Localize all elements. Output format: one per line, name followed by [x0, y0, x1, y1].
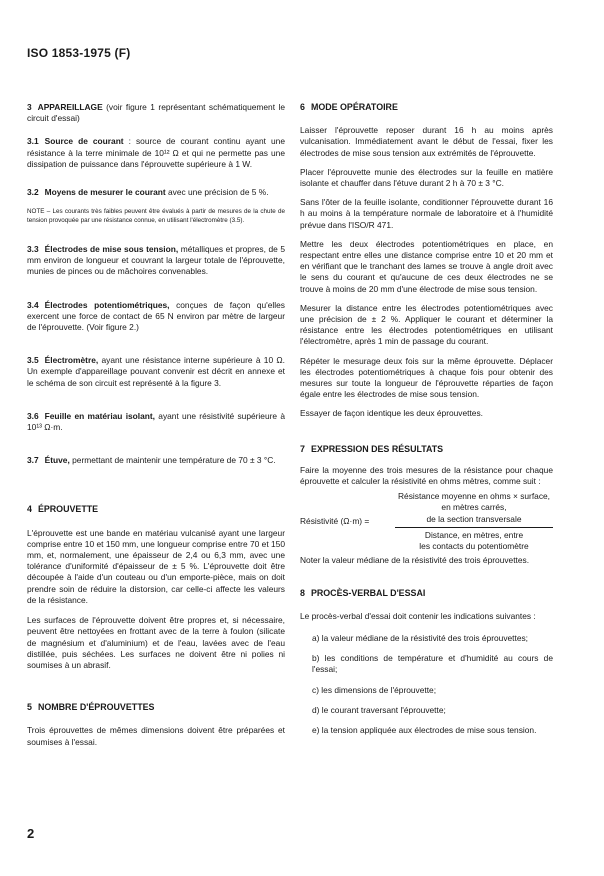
subsection-number: 3.6	[27, 410, 39, 421]
paragraph: Placer l'éprouvette munie des électrodes sur la feuille en matière isolante et chauffer dans l'étuve durant 2 h à 70 ± 3 °C.	[300, 166, 553, 189]
subsection-title: Feuille en matériau isolant,	[44, 410, 156, 421]
paragraph: Faire la moyenne des trois mesures de la résistance pour chaque éprouvette et calculer la résistivité en ohms mètres, comme suit :	[300, 464, 553, 487]
list-item: d) le courant traversant l'éprouvette;	[312, 704, 446, 715]
paragraph: L'éprouvette est une bande en matériau vulcanisé ayant une largeur comprise entre 10 et 150 mm, une longueur comprise entre 70 et 150 mm, et, normalement, une épaisseur de 2,4 ou 6,3 mm, avec une tolérance d'uniformité d'épaisseur de ± 5 %. L'éprouvette doit être découpée à l'aide d'un couteau ou d'un emporte-pièce, mais on doit prendre soin de réduire la distorsion, car celle-ci affecte les valeurs de la résistance.	[27, 527, 285, 605]
paragraph: Trois éprouvettes de mêmes dimensions doivent être préparées et soumises à l'essai.	[27, 725, 285, 747]
subsection-text: métalliques et propres, de 5 mm environ de longueur et couvrant la largeur totale de l'éprouvette, munies de pinces ou de mâchoires convenables.	[27, 244, 285, 277]
section-5	[27, 702, 285, 748]
subsection-text: ayant une résistance interne supérieure à 10 Ω. Un exemple d'appareillage pouvant convenir est décrit en annexe et le schéma de son circuit est représenté à la figure 3.	[27, 355, 285, 388]
left-column	[27, 102, 285, 748]
section-title: MODE OPÉRATOIRE	[310, 102, 398, 112]
denominator-line: Distance, en mètres, entre	[424, 529, 524, 540]
formula-fraction	[395, 491, 553, 552]
section-7	[300, 444, 553, 567]
subsection-title: Source de courant	[44, 136, 124, 147]
paragraph: Sans l'ôter de la feuille isolante, conditionner l'éprouvette durant 16 h au moins à la température normale de laboratoire et à l'humidité prévue dans l'ISO/R 471.	[300, 197, 553, 230]
section-title: EXPRESSION DES RÉSULTATS	[310, 443, 444, 454]
section-4-heading	[27, 504, 285, 515]
subsection-text: ayant une résistivité supérieure à 10¹³ Ω·m.	[27, 410, 285, 433]
list-item: b) les conditions de température et d'humidité au cours de l'essai;	[312, 653, 553, 675]
paragraph: Le procès-verbal d'essai doit contenir les indications suivantes :	[300, 610, 536, 621]
formula-denominator	[395, 530, 553, 552]
subsection-3-2	[27, 187, 285, 198]
section-3	[27, 102, 285, 466]
section-4	[27, 504, 285, 671]
subsection-text: permettant de maintenir une température de 70 ± 3 °C.	[69, 455, 276, 466]
section-8	[300, 588, 553, 737]
section-number: 8	[300, 587, 305, 598]
section-title: NOMBRE D'ÉPROUVETTES	[37, 702, 155, 713]
paragraph: Mesurer la distance entre les électrodes potentiométriques avec une précision de ± 2 %. Appliquer le courant et déterminer la résistance entre les électrodes potentiométriques en utilisant l'électromètre, après 1 min de passage du courant.	[300, 302, 553, 347]
formula-lhs: Résistivité (Ω·m) =	[300, 516, 370, 527]
subsection-3-7	[27, 455, 285, 466]
numerator-line: en mètres carrés,	[441, 502, 507, 513]
section-5-heading	[27, 702, 285, 713]
section-7-heading	[300, 444, 553, 455]
denominator-line: les contacts du potentiomètre	[419, 541, 529, 552]
subsection-number: 3.4	[27, 299, 39, 310]
subsection-text: : source de courant continu ayant une résistance à la terre minimale de 10¹² Ω et qui ne permette pas une dissipation de puissance dans l'éprouvette supérieure à 1 W.	[27, 136, 285, 169]
right-column	[300, 102, 553, 736]
subsection-number: 3.7	[27, 455, 39, 466]
subsection-3-6	[27, 411, 285, 433]
formula-numerator	[395, 491, 553, 528]
subsection-text: conçues de façon qu'elles exercent une force de contact de 65 N environ par mètre de largeur de l'éprouvette. (Voir figure 2.)	[27, 299, 285, 333]
section-number: 6	[300, 102, 305, 112]
section-6-heading	[300, 102, 553, 113]
subsection-number: 3.2	[27, 187, 39, 198]
section-8-heading	[300, 588, 553, 599]
section-title: ÉPROUVETTE	[37, 504, 99, 515]
paragraph: Noter la valeur médiane de la résistivité des trois éprouvettes.	[300, 555, 530, 566]
subsection-3-3	[27, 244, 285, 278]
subsection-3-5	[27, 355, 285, 389]
section-intro: (voir figure 1 représentant schématiquement le circuit d'essai)	[27, 102, 285, 124]
section-6	[300, 102, 553, 420]
paragraph: Mettre les deux électrodes potentiométriques en place, en respectant entre elles une distance comprise entre 10 et 20 mm et en vérifiant que le tranchant des lames se trouve à angle droit avec le sens du courant et qu'aucune de ces deux électrodes ne se trouve à moins de 20 mm d'une électrode de mise sous tension.	[300, 238, 553, 294]
paragraph: Répéter le mesurage deux fois sur la même éprouvette. Déplacer les électrodes potentiométriques à chaque fois pour obtenir des mesures sur toute la longueur de l'éprouvette réparties de façon égale entre les électrodes de mise sous tension.	[300, 355, 553, 400]
paragraph: Laisser l'éprouvette reposer durant 16 h au moins après vulcanisation. Immédiatement avant le début de l'essai, fixer les électrodes de mise sous tension aux extrémités de l'éprouvette.	[300, 125, 553, 158]
subsection-text: avec une précision de 5 %.	[165, 187, 269, 198]
section-title: APPAREILLAGE	[37, 102, 103, 112]
section-number: 7	[300, 443, 305, 454]
page-number: 2	[27, 826, 35, 841]
subsection-number: 3.5	[27, 355, 39, 366]
section-3-heading	[27, 102, 285, 124]
subsection-3-1	[27, 136, 285, 170]
resistivity-formula	[300, 491, 553, 552]
subsection-3-4	[27, 300, 285, 334]
list-item: e) la tension appliquée aux électrodes de mise sous tension.	[312, 724, 537, 735]
subsection-title: Électromètre,	[44, 355, 99, 366]
document-header: ISO 1853-1975 (F)	[27, 46, 131, 60]
numerator-line: de la section transversale	[426, 513, 522, 524]
section-title: PROCÈS-VERBAL D'ESSAI	[310, 587, 426, 598]
subsection-number: 3.1	[27, 136, 39, 147]
section-number: 3	[27, 102, 32, 112]
list-item: c) les dimensions de l'éprouvette;	[312, 684, 437, 695]
paragraph: Essayer de façon identique les deux éprouvettes.	[300, 408, 483, 419]
note-3-2: NOTE – Les courants très faibles peuvent être évalués à partir de mesures de la chute de tension provoquée par une résistance connue, en utilisant l'électromètre (3.5).	[27, 208, 285, 224]
subsection-title: Électrodes potentiométriques,	[44, 299, 170, 310]
numerator-line: Résistance moyenne en ohms × surface,	[398, 491, 550, 502]
subsection-number: 3.3	[27, 244, 39, 255]
list-item: a) la valeur médiane de la résistivité des trois éprouvettes;	[312, 632, 528, 643]
section-number: 4	[27, 504, 32, 515]
section-number: 5	[27, 702, 32, 713]
subsection-title: Électrodes de mise sous tension,	[44, 244, 179, 255]
subsection-title: Moyens de mesurer le courant	[44, 187, 166, 198]
paragraph: Les surfaces de l'éprouvette doivent être propres et, si nécessaire, peuvent être nettoyées en frottant avec de la terre à foulon (silicate de magnésium et d'aluminium) et de l'eau, lavées avec de l'eau distillée, puis séchées. Les surfaces ne doivent être ni polies ni soumises à un abrasif.	[27, 615, 285, 670]
subsection-title: Étuve,	[44, 455, 70, 466]
